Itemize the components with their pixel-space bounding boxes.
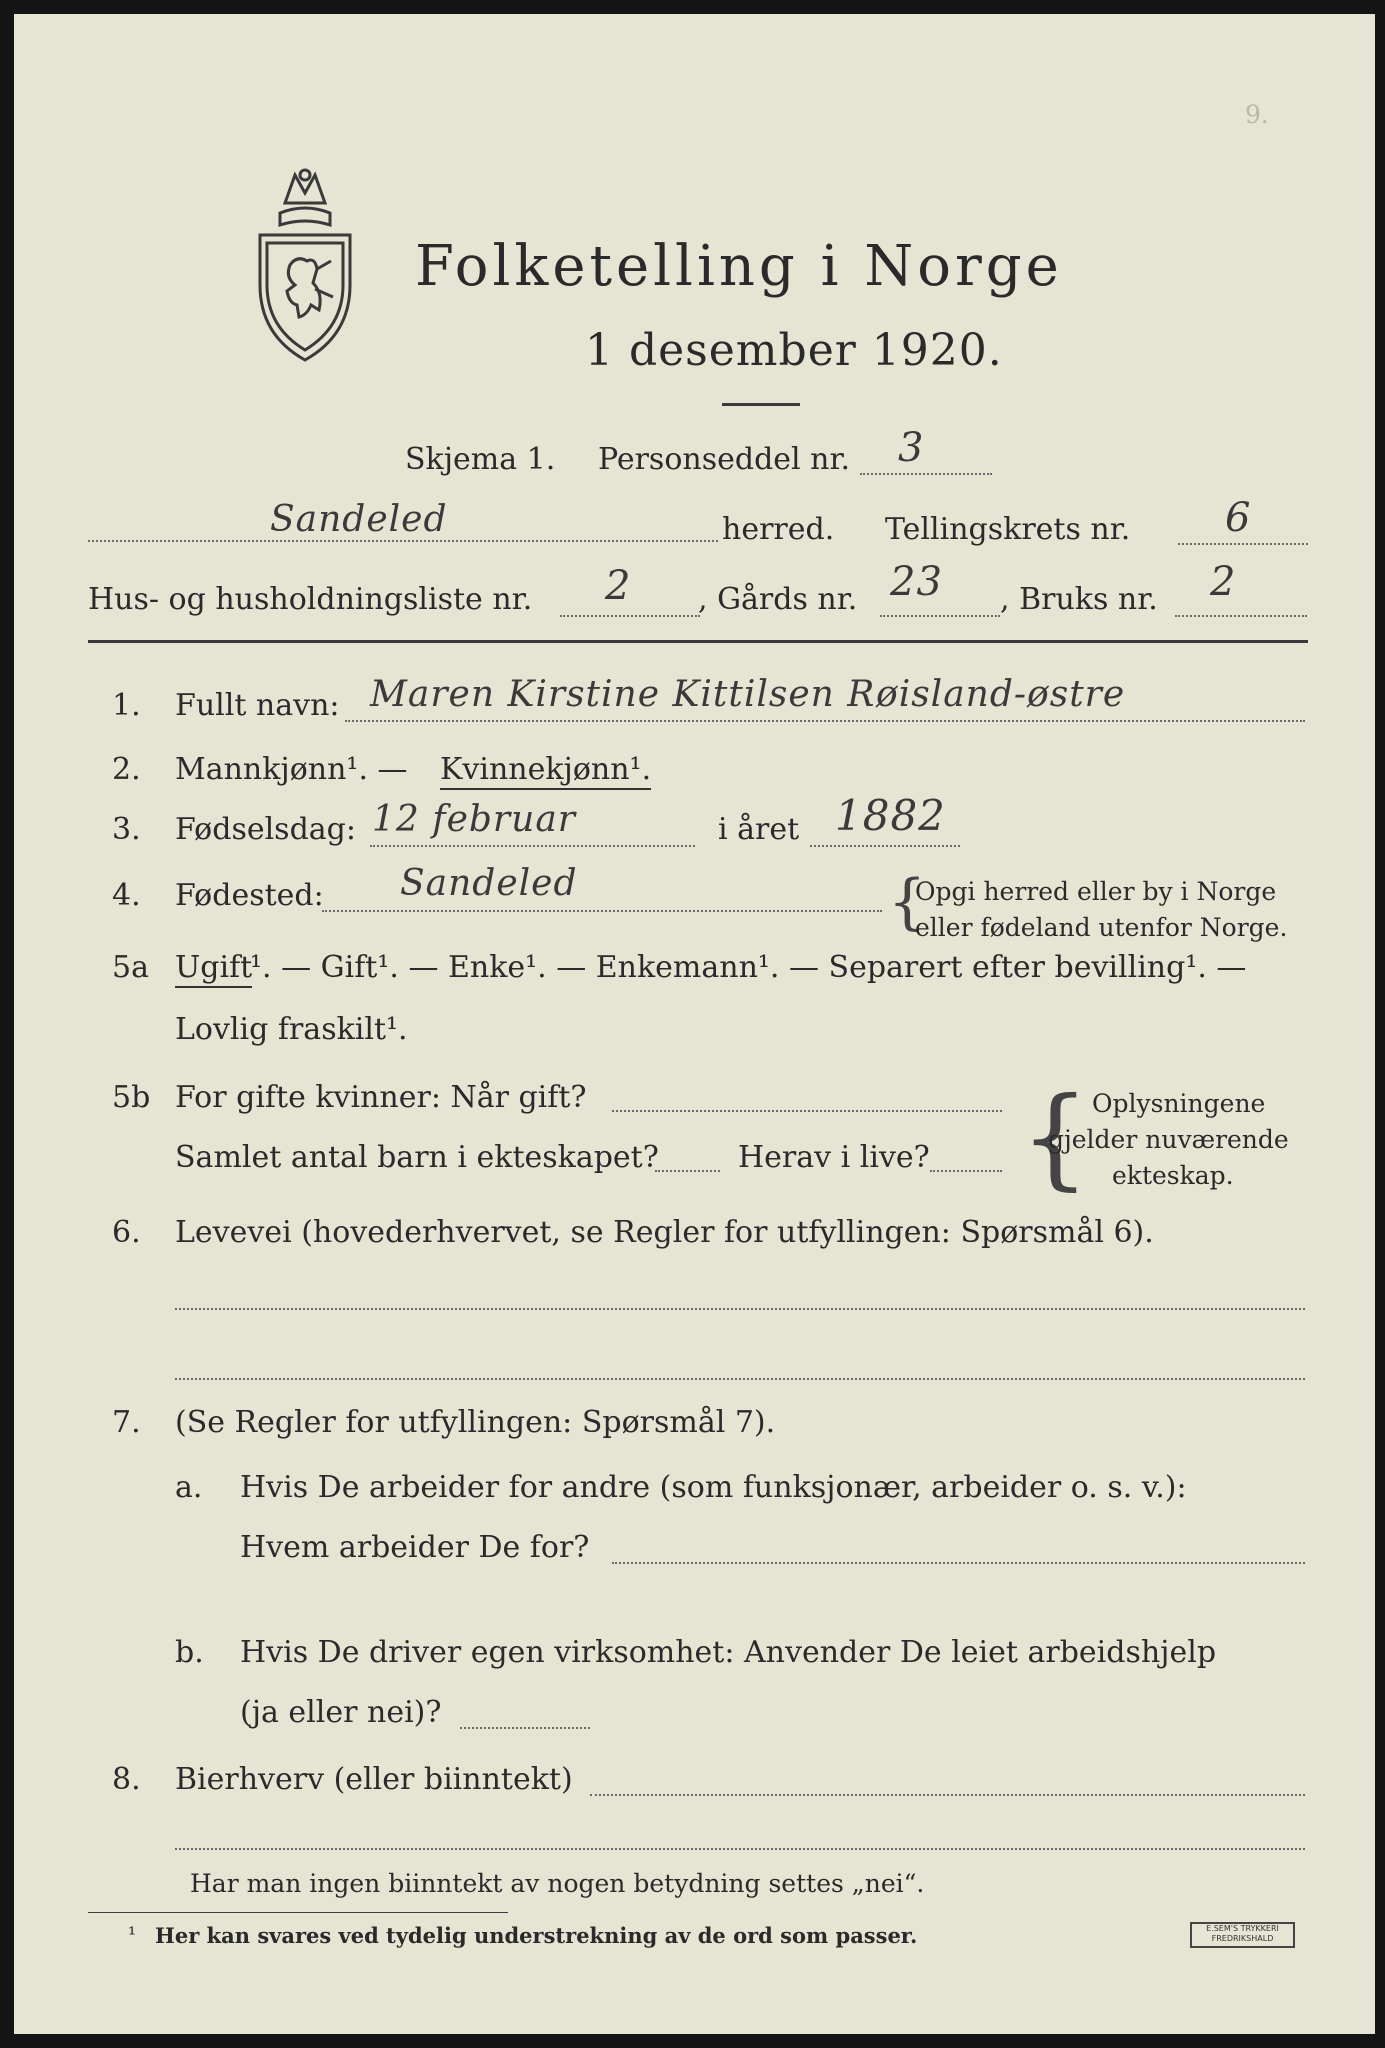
employer-line[interactable] (612, 1562, 1305, 1564)
full-name-value[interactable]: Maren Kirstine Kittilsen Røisland-østre (370, 674, 1126, 715)
q5b-note-line1: Oplysningene (1092, 1089, 1266, 1118)
gards-value[interactable]: 23 (890, 559, 943, 605)
children-alive-line[interactable] (930, 1170, 1002, 1172)
q3-label: Fødselsdag: (175, 812, 356, 847)
q5b-when-married-label: For gifte kvinner: Når gift? (175, 1080, 587, 1115)
schema-label: Skjema 1. (405, 442, 556, 477)
hired-help-line[interactable] (460, 1727, 590, 1729)
birthplace-value[interactable]: Sandeled (400, 863, 578, 904)
q4-label: Fødested: (175, 878, 324, 913)
q5b-children-label: Samlet antal barn i ekteskapet? (175, 1140, 659, 1175)
footnote-divider (88, 1912, 508, 1913)
q3-number: 3. (112, 812, 141, 847)
q2-number: 2. (112, 752, 141, 787)
q8-label: Bierhverv (eller biinntekt) (175, 1762, 573, 1797)
q7b-label-line1: Hvis De driver egen virksomhet: Anvender De leiet arbeidshjelp (240, 1635, 1217, 1670)
q7b-number: b. (175, 1635, 204, 1670)
bleed-through-mark: 9. (1245, 100, 1269, 129)
side-income-line-1[interactable] (590, 1794, 1305, 1796)
hus-value[interactable]: 2 (605, 563, 632, 609)
marital-ugift-option-selected[interactable]: Ugift (175, 950, 252, 988)
hus-label: Hus- og husholdningsliste nr. (88, 582, 533, 617)
marital-divorced-option[interactable]: Lovlig fraskilt¹. (175, 1012, 408, 1047)
q4-note-line1: Opgi herred eller by i Norge (915, 877, 1277, 906)
q3-year-label: i året (718, 812, 800, 847)
q8-number: 8. (112, 1762, 141, 1797)
q5b-number: 5b (112, 1080, 151, 1115)
personseddel-line (860, 473, 992, 475)
birthdate-value[interactable]: 12 februar (372, 799, 576, 840)
birthdate-line (370, 845, 695, 847)
birthyear-line (810, 845, 960, 847)
q8-note: Har man ingen biinntekt av nogen betydning settes „nei“. (190, 1869, 925, 1898)
q5a-number: 5a (112, 950, 149, 985)
when-married-line[interactable] (612, 1110, 1002, 1112)
q6-number: 6. (112, 1215, 141, 1250)
marital-other-options[interactable]: ¹. — Gift¹. — Enke¹. — Enkemann¹. — Separert efter bevilling¹. — (250, 950, 1247, 985)
q1-label: Fullt navn: (175, 688, 340, 723)
q1-number: 1. (112, 688, 141, 723)
occupation-line-2[interactable] (175, 1378, 1305, 1380)
sex-female-option-selected[interactable]: Kvinnekjønn¹. (440, 752, 651, 790)
q7a-label-line2: Hvem arbeider De for? (240, 1530, 590, 1565)
q7a-label-line1: Hvis De arbeider for andre (som funksjonær, arbeider o. s. v.): (240, 1470, 1187, 1505)
herred-label: herred. (722, 512, 835, 547)
tellingskrets-label: Tellingskrets nr. (885, 512, 1131, 547)
q7a-number: a. (175, 1470, 203, 1505)
bruks-label: , Bruks nr. (1000, 582, 1158, 617)
gards-label: , Gårds nr. (698, 582, 858, 617)
sex-male-option[interactable]: Mannkjønn¹. — (175, 752, 408, 787)
tellingskrets-value[interactable]: 6 (1225, 495, 1252, 541)
side-income-line-2[interactable] (175, 1848, 1305, 1850)
q5b-note-line2: gjelder nuværende (1048, 1125, 1289, 1154)
printer-stamp-line1: E.SEM'S TRYKKERI (1206, 1924, 1279, 1933)
printer-stamp (1190, 1922, 1295, 1948)
children-count-line[interactable] (655, 1170, 720, 1172)
herred-value[interactable]: Sandeled (270, 499, 448, 540)
birthplace-line (322, 910, 882, 912)
personseddel-value[interactable]: 3 (898, 425, 925, 471)
q7b-label-line2: (ja eller nei)? (240, 1695, 442, 1730)
form-date: 1 desember 1920. (585, 325, 1003, 376)
q5b-note-line3: ekteskap. (1112, 1161, 1234, 1190)
gards-line (880, 615, 1000, 617)
occupation-line-1[interactable] (175, 1308, 1305, 1310)
q4-note-line2: eller fødeland utenfor Norge. (915, 913, 1288, 942)
herred-line (88, 540, 718, 542)
q6-label: Levevei (hovederhvervet, se Regler for utfyllingen: Spørsmål 6). (175, 1215, 1154, 1250)
footnote-text: Her kan svares ved tydelig understrekning av de ord som passer. (155, 1923, 918, 1948)
q1-line (345, 720, 1305, 722)
q5b-alive-label: Herav i live? (738, 1140, 930, 1175)
q4-brace: { (888, 867, 927, 937)
birthyear-value[interactable]: 1882 (835, 791, 946, 840)
norwegian-lion-shield-icon (245, 165, 365, 365)
q4-number: 4. (112, 878, 141, 913)
form-title: Folketelling i Norge (415, 234, 1063, 299)
bruks-line (1175, 615, 1307, 617)
q7-label: (Se Regler for utfyllingen: Spørsmål 7). (175, 1405, 776, 1440)
q7-number: 7. (112, 1405, 141, 1440)
q5b-brace: { (1020, 1073, 1090, 1201)
personseddel-label: Personseddel nr. (598, 442, 851, 477)
printer-stamp-line2: FREDRIKSHALD (1211, 1934, 1274, 1943)
bruks-value[interactable]: 2 (1210, 559, 1237, 605)
footnote-marker: ¹ (128, 1922, 137, 1946)
title-divider (722, 403, 800, 406)
hus-line (560, 615, 700, 617)
header-divider (88, 640, 1308, 643)
tellingskrets-line (1178, 543, 1308, 545)
